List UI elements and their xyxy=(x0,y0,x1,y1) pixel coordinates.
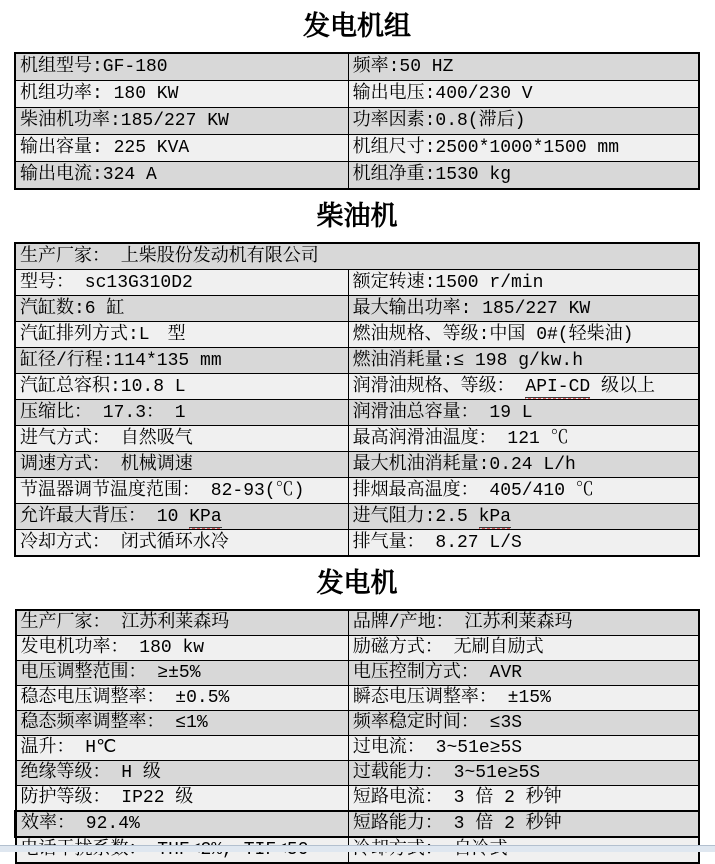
spec-cell: 排烟最高温度： 405/410 ℃ xyxy=(348,478,699,504)
table-row xyxy=(15,135,699,162)
spec-cell: 型号： sc13G310D2 xyxy=(15,270,348,296)
generator-spec-table xyxy=(14,609,700,864)
table-row xyxy=(15,504,699,530)
spec-cell: 润滑油总容量： 19 L xyxy=(348,400,699,426)
spec-cell: 生产厂家： 上柴股份发动机有限公司 xyxy=(15,243,699,270)
table-row xyxy=(15,530,699,557)
table-row xyxy=(15,296,699,322)
spec-cell: 机组功率: 180 KW xyxy=(15,81,348,108)
table-row xyxy=(15,348,699,374)
spec-cell: 冷却方式： 闭式循环水冷 xyxy=(15,530,348,557)
spec-cell: 进气阻力:2.5 kPa xyxy=(348,504,699,530)
spec-cell: 允许最大背压： 10 KPa xyxy=(15,504,348,530)
table-row xyxy=(16,711,700,736)
spec-cell: 频率:50 HZ xyxy=(348,53,699,81)
spec-cell: 汽缸总容积:10.8 L xyxy=(15,374,348,400)
spec-cell: 绝缘等级： H 级 xyxy=(16,761,349,786)
spec-cell: 调速方式： 机械调速 xyxy=(15,452,348,478)
spec-cell: 生产厂家： 江苏利莱森玛 xyxy=(16,610,349,636)
table-row xyxy=(15,270,699,296)
spec-cell: 稳态电压调整率： ±0.5% xyxy=(16,686,349,711)
spec-cell: 防护等级： IP22 级 xyxy=(16,786,349,812)
table-row xyxy=(16,811,700,837)
spec-cell: 润滑油规格、等级： API-CD 级以上 xyxy=(348,374,699,400)
spec-cell: 输出容量: 225 KVA xyxy=(15,135,348,162)
spec-cell: 电压调整范围： ≥±5% xyxy=(16,661,349,686)
table-row xyxy=(16,686,700,711)
spec-cell: 机组尺寸:2500*1000*1500 mm xyxy=(348,135,699,162)
spec-cell: 汽缸排列方式:L 型 xyxy=(15,322,348,348)
genset-spec-table xyxy=(14,52,700,190)
spec-cell: 机组型号:GF-180 xyxy=(15,53,348,81)
table-row xyxy=(15,478,699,504)
spec-cell: 缸径/行程:114*135 mm xyxy=(15,348,348,374)
spec-cell: 输出电流:324 A xyxy=(15,162,348,190)
window-bottom-bar xyxy=(0,845,715,852)
spellcheck-squiggle: KPa xyxy=(189,506,222,527)
spec-cell: 进气方式： 自然吸气 xyxy=(15,426,348,452)
table-row xyxy=(15,53,699,81)
table-row xyxy=(16,636,700,661)
spec-cell: 节温器调节温度范围： 82-93(℃) xyxy=(15,478,348,504)
section-title-diesel-engine: 柴油机 xyxy=(316,201,398,231)
spec-cell: 汽缸数:6 缸 xyxy=(15,296,348,322)
table-row xyxy=(16,610,700,636)
spec-cell: 电压控制方式： AVR xyxy=(348,661,699,686)
spec-cell: 过载能力： 3~51e≥5S xyxy=(348,761,699,786)
spec-cell: 功率因素:0.8(滞后) xyxy=(348,108,699,135)
spec-cell: 励磁方式： 无刷自励式 xyxy=(348,636,699,661)
spec-cell: 燃油消耗量:≤ 198 g/kw.h xyxy=(348,348,699,374)
spec-cell: 排气量： 8.27 L/S xyxy=(348,530,699,557)
spec-cell: 燃油规格、等级:中国 0#(轻柴油) xyxy=(348,322,699,348)
table-row xyxy=(16,761,700,786)
section-title-generator: 发电机 xyxy=(316,568,398,598)
spec-cell: 温升： H℃ xyxy=(16,736,349,761)
spec-cell: 瞬态电压调整率： ±15% xyxy=(348,686,699,711)
spec-cell: 过电流： 3~51e≥5S xyxy=(348,736,699,761)
table-row xyxy=(15,108,699,135)
spec-cell: 压缩比： 17.3： 1 xyxy=(15,400,348,426)
table-row xyxy=(16,736,700,761)
spellcheck-squiggle: API-CD xyxy=(525,376,591,397)
spec-cell: 柴油机功率:185/227 KW xyxy=(15,108,348,135)
table-row xyxy=(15,81,699,108)
spellcheck-squiggle: kPa xyxy=(478,506,512,527)
table-row xyxy=(15,162,699,190)
spec-cell: 效率： 92.4% xyxy=(16,811,349,837)
spec-cell: 最大机油消耗量:0.24 L/h xyxy=(348,452,699,478)
section-title-genset: 发电机组 xyxy=(303,11,411,41)
spec-cell: 额定转速:1500 r/min xyxy=(348,270,699,296)
table-row xyxy=(15,452,699,478)
spec-cell: 最高润滑油温度： 121 ℃ xyxy=(348,426,699,452)
spec-cell: 发电机功率： 180 kw xyxy=(16,636,349,661)
spec-cell: 稳态频率调整率： ≤1% xyxy=(16,711,349,736)
spec-cell: 频率稳定时间： ≤3S xyxy=(348,711,699,736)
spec-cell: 输出电压:400/230 V xyxy=(348,81,699,108)
diesel-engine-spec-table xyxy=(14,242,700,557)
table-row xyxy=(15,426,699,452)
spec-cell: 品牌/产地： 江苏利莱森玛 xyxy=(348,610,699,636)
table-row xyxy=(16,661,700,686)
spec-cell: 最大输出功率: 185/227 KW xyxy=(348,296,699,322)
spec-cell: 短路电流： 3 倍 2 秒钟 xyxy=(348,786,699,812)
table-row xyxy=(15,400,699,426)
spec-cell: 短路能力： 3 倍 2 秒钟 xyxy=(348,811,699,837)
table-row xyxy=(16,786,700,812)
table-row xyxy=(15,243,699,270)
spec-cell: 机组净重:1530 kg xyxy=(348,162,699,190)
table-row xyxy=(15,322,699,348)
table-row xyxy=(15,374,699,400)
